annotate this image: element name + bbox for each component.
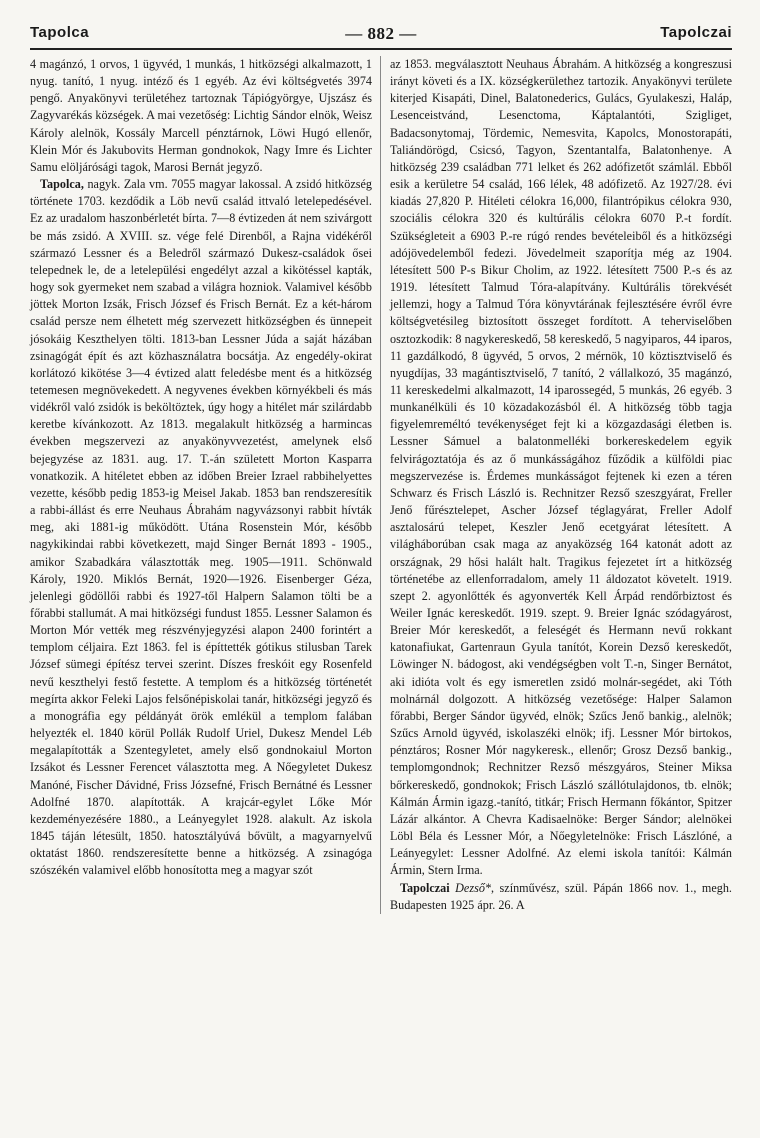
entry-body: , színművész, szül. Pápán 1866 nov. 1., megh. Budapesten 1925 ápr. 26. A xyxy=(390,880,732,912)
entry-headword: Tapolczai xyxy=(400,880,450,895)
text-columns xyxy=(30,56,732,914)
left-column xyxy=(30,56,381,914)
entry-body: nagyk. Zala vm. 7055 magyar lakossal. A zsidó hitközség története 1703. kezdődik a Löb nevű család ittvaló letelepedésével. Ez az uradalom haszonbérletét bírta. 7—8 évtizeden át nem szivárgott be más zsidó. A XVIII. sz. vége felé Direnből, a Rajna vidékéről származó Lessner és a Beledről származó Dukesz-családok ősei telepednek le, de a letelepülési engedélyt azzal a kikötéssel kapták, hogy sok gyermeket nem szabad a világra hozniok. Valamivel később jöttek Morton Izsák, Frisch József és Frisch Bernát. Ez a két-három család persze nem élhetett még szervezett hitközségben és ünnepeit jósokáig Keszthelyen tölti. 1813-ban Lessner Júda a saját házában zsinagógát épít és azt közhasználatra bocsátja. Az engedély-okirat korlátozó kikötése 3—4 évtized alatt feledésbe ment és a hitközség tetemesen megnövekedett. A negyvenes években környékbeli és más vidékről való zsidók is beköltöztek, úgy hogy a hitélet már szilárdabb keretbe kívánkozott. Az 1813. megalakult hitközség a harmincas években megszervezi az anyakönyvvezetést, amelynek első bejegyzése az 1831. aug. 17. T.-án született Morton Kasparra vonatkozik. A hitéletet ebben az időben Breier Izrael rabbihelyettes vezette, később pedig 1853-ig Meisel Jakab. 1853 ban rendszeresítik a rabbi-állást és erre Neuhaus Ábrahám nagyvázsonyi rabbit hívták meg, aki 1881-ig működött. Utána Rosenstein Mór, később nagykikindai rabbi következett, majd Singer Bernát 1893 - 1905., amikor Szabadkára választották meg. 1905—1911. Schönwald Károly, 1920. Miklós Bernát, 1920—1926. Eisenberger Géza, jelenlegi gödöllői rabbi és 1927-től Halpern Salamon tölti be a főrabbi stallumát. A mai hitközségi fundust 1855. Lessner Salamon és Morton Mór vették meg részvényjegyzési alapon 2400 forintért a templom céljaira. Ezt 1863. fel is építtették gótikus stilusban Tarek József sümegi építész tervei szerint. Díszes freskóit egy Rosenfeld nevű keszthelyi festő festette. A templom és a hitközség történetét megírta akkor Feleki Lajos felsőnépiskolai tanár, hitközségi jegyző és a monográfia egy példányát örök emlékül a templom falában helyezték el. 1840 körül Pollák Rudolf Uriel, Dukesz Mendel Léb megalapították a Szentegyletet, amely első gondnokaiul Morton Izsákot és Lessner Ferencet választotta meg. A Nőegyletet Dukesz Manóné, Fischer Dávidné, Friss Józsefné, Frisch Bernátné és Lessner Adolfné 1870. alapították. A krajcár-egylet Lőke Mór kezdeményezésére 1880., a Leányegylet 1928. alakult. Az iskola 1845 táján létesült, 1850. hatosztályúvá bővült, a magyarnyelvű oktatást 1860. rendszeresítette benne a hitközség. A zsinagóga szószékén valamivel előbb honosította meg a magyar szót xyxy=(30,177,372,878)
entry-headword: Tapolca, xyxy=(40,177,84,192)
entry-tapolczai xyxy=(390,880,732,914)
paragraph: az 1853. megválasztott Neuhaus Ábrahám. A hitközség a kongreszusi irányt követi és a IX. községkerülethez tartozik. Anyakönyvi területe kiterjed Kisapáti, Dinel, Balatonederics, Gulács, Gyulakeszi, Haláp, Lesenceistvánd, Lesenctoma, Káptalantóti, Szigliget, Badacsonytomaj, Tördemic, Nemesvita, Kapolcs, Monostorapáti, Taliándörögd, Csicsó, Tagyon, Szentantalfa, Balatonhenye. A hitközség 239 családban 771 lelket és 262 adófizetőt számlál. Ebből esik a kerületre 54 család, 166 lélek, 48 adófizető. Az 1927/28. évi kiadás 27,820 P. Hitéleti célokra 16,000, filantrópikus célokra 930, szociális célokra 320 és kultúrális célokra 6070 P.-t fordít. Szükségleteit a 6903 P.-re rúgó rendes bevételeiből és a hitközségi adójövedelemből fedezi. Jövedelmeit szaporítja még az 1904. létesített 500 P-s Bikur Cholim, az 1922. létesített 7500 P.-s és az 1919. létesített Talmud Tóra-alapítvány. Kultúrális törekvését jellemzi, hogy a Talmud Tóra könyvtárának fejlesztésére évről évre költségvetésileg biztosított összeget fordított. A teherviselőben osztozkodik: 8 nagykereskedő, 58 kereskedő, 5 nagyiparos, 44 iparos, 11 gazdálkodó, 8 ügyvéd, 5 orvos, 2 mérnök, 10 köztisztviselő és nyugdíjas, 33 magántisztviselő, 7 tanító, 2 vállalkozó, 35 magánzó, 11 kereskedelmi alkalmazott, 14 iparossegéd, 5 munkás, 26 egyéb. 3 munkanélküli és 10 közadakozásból él. A hitközség több tagja figyelemreméltó tevékenységet fejt ki a közgazdasági életben is. Lessner Sámuel a balatonmelléki borkereskedelem egyik felvirágoztatója és az ő munkásságához fűződik a külföldi piac megszervezése is. Érdemes munkásságot fejtenek ki ezen a téren Schwarz és Frisch László is. Rechnitzer Rezső szeszgyárat, Freller Jenő fűrésztelepet, Ascher József téglagyárat, Freller Adolf asztalosárú telepet, Keszler Jenő ecetgyárat létesített. A világháborúban csak maga az anyaközség 164 katonát adott az országnak, 29 hősi halált halt. Tragikus fejezetet írt a hitközség történetébe az ellenforradalom, amely 11 áldozatot követelt. 1919. szept 2. agyonlőtték és agyonverték Kell Árpád rendőrbiztost és Weiler Ignác kereskedőt. 1919. szept. 9. Breier Ignác szódagyárost, Breier Mór kereskedőt, a feleségét és Hermann nevű rokkant katonafiukat, Gartenraun Gyula tanítót, Korein Dezső kereskedőt, Löwinger N. bádogost, aki vendégségben volt T.-n, Singer Bernátot, aki idióta volt és egy ismeretlen zsidó molnár-segédet, aki Tóth molnárnál dolgozott. A hitközség vezetősége: Halper Salamon főrabbi, Berger Sándor ügyvéd, elnök; Szűcs Jenő bankig., alelnök; Szűcs Arnold ügyvéd, iskolaszéki elnök; ifj. Lessner Mór birtokos, pénztáros; Rosner Mór nagykeresk., ellenőr; Grosz Dezső bankig., templomgondnok; Rechnitzer Rezső mészgyáros, Steiner Miksa bőrkereskedő, gondnokok; Frisch László szállótulajdonos, tb. elnök; Kálmán Ármin igazg.-tanító, titkár; Frisch Hermann főkántor, Spitzer Lázár alkántor. A Chevra Kadisaelnöke: Berger Sándor; alelnökei Löbl Béla és Lessner Mór, a Nőegyletelnöke: Frisch Lászlóné, a Leányegylet: Lessner Adolfné. Az elemi iskola tanítói: Kálmán Ármin, Stern Irma. xyxy=(390,57,732,878)
paragraph: 4 magánzó, 1 orvos, 1 ügyvéd, 1 munkás, 1 hitközségi alkalmazott, 1 nyug. tanító, 1 nyug. intéző és 1 egyéb. Az évi költségvetés 3974 pengő. Anyakönyvi területéhez tartoznak Tápiógyörgye, Ujszász és Zagyvarékás községek. A mai vezetőség: Lichtig Sándor elnök, Weisz Károly alelnök, Kossály Marcell pénztárnok, Löwi Hugó ellenőr, Klein Mór és Jakubovits Herman gondnokok, Nagy Imre és Lichter Samu elöljárósági tagok, Marosi Bernát jegyző. xyxy=(30,57,372,174)
header-left-keyword: Tapolca xyxy=(30,24,90,41)
right-column xyxy=(381,56,732,914)
entry-headword-given-name: Dezső* xyxy=(455,880,492,895)
header-right-keyword: Tapolczai xyxy=(660,24,732,41)
page-number: — 882 — xyxy=(345,24,417,43)
page-header xyxy=(30,18,732,50)
entry-tapolca xyxy=(30,176,372,879)
